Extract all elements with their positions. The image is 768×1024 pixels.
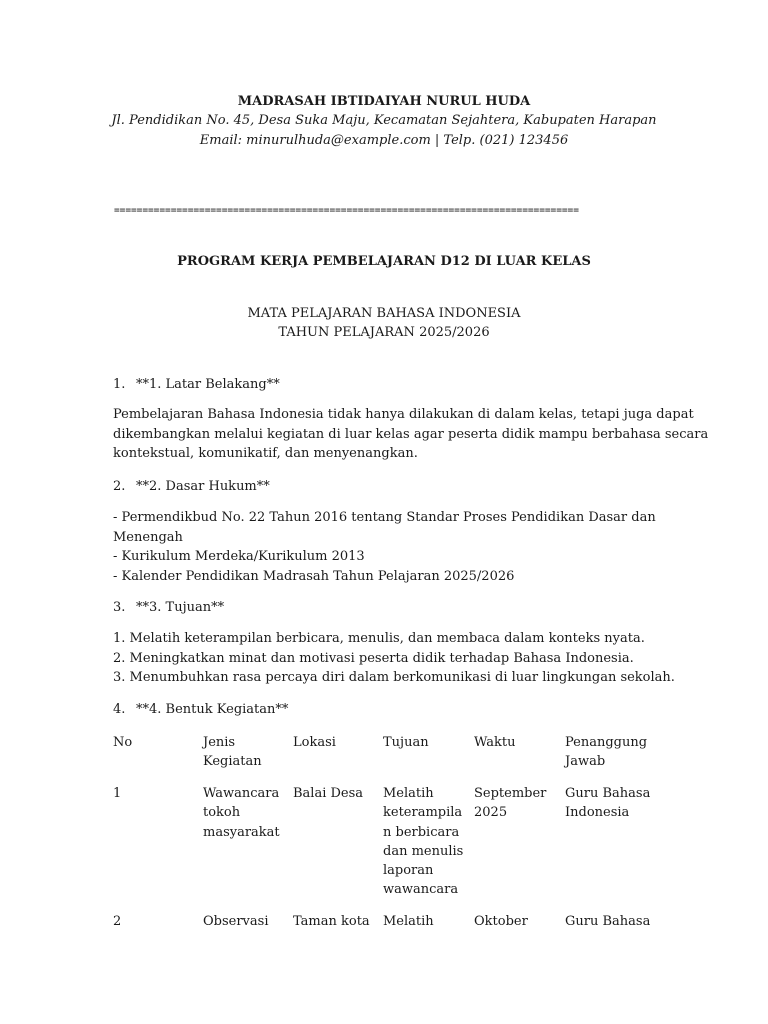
list-item: 1. Melatih keterampilan berbicara, menulis, dan membaca dalam konteks nyata.: [113, 631, 645, 646]
table-cell-tujuan: [383, 784, 467, 900]
list-item: - Kurikulum Merdeka/Kurikulum 2013: [113, 549, 365, 564]
table-cell-waktu: [474, 784, 558, 823]
list-item: 2. Meningkatkan minat dan motivasi peserta didik terhadap Bahasa Indonesia.: [113, 650, 634, 666]
table-cell-jenis-kegiatan: [203, 912, 285, 931]
header-divider: ==================================================================================: [114, 205, 579, 216]
section-body-tujuan: [113, 629, 675, 688]
school-name: MADRASAH IBTIDAIYAH NURUL HUDA: [237, 94, 531, 109]
section-number: 1.: [113, 377, 126, 392]
cell-text: Guru Bahasa: [565, 914, 651, 929]
section-body-dasar-hukum: [113, 508, 658, 586]
table-header-jenis-kegiatan: [203, 733, 285, 772]
cell-text: wawancara: [383, 882, 459, 898]
cell-text: 2025: [474, 805, 508, 821]
cell-text: Melatih: [383, 914, 434, 929]
header-text: Jawab: [565, 754, 606, 770]
table-header-no: [113, 733, 193, 752]
table-header-penanggung-jawab: [565, 733, 655, 772]
table-cell-penanggung-jawab: [565, 912, 655, 931]
cell-text: Melatih: [383, 786, 434, 801]
section-heading-tujuan: [113, 598, 224, 617]
table-header-tujuan: [383, 733, 467, 752]
section-number: 4.: [113, 702, 126, 717]
section-number: 3.: [113, 600, 126, 615]
header-text: No: [113, 735, 133, 750]
subject-title: MATA PELAJARAN BAHASA INDONESIA: [247, 306, 521, 321]
header-text: Kegiatan: [203, 754, 262, 770]
cell-text: n berbicara: [383, 824, 460, 840]
section-number: 2.: [113, 479, 126, 494]
table-header-lokasi: [293, 733, 377, 752]
section-title: **2. Dasar Hukum**: [136, 479, 270, 494]
section-body-latar-belakang: [113, 405, 709, 464]
section-title: **1. Latar Belakang**: [136, 377, 280, 392]
school-contact: Email: minurulhuda@example.com | Telp. (021) 123456: [199, 133, 569, 148]
table-cell-no: [113, 912, 193, 931]
section-heading-latar-belakang: [113, 375, 280, 394]
cell-text: Observasi: [203, 914, 269, 929]
section-heading-bentuk-kegiatan: [113, 700, 288, 719]
header-text: Waktu: [474, 735, 516, 750]
table-cell-lokasi: [293, 912, 377, 931]
cell-text: Oktober: [474, 914, 528, 929]
cell-text: 2: [113, 914, 122, 929]
table-cell-jenis-kegiatan: [203, 784, 285, 842]
document-title: PROGRAM KERJA PEMBELAJARAN D12 DI LUAR KELAS: [177, 254, 591, 269]
academic-year: TAHUN PELAJARAN 2025/2026: [278, 325, 490, 340]
list-item: Menengah: [113, 529, 183, 545]
list-item: - Permendikbud No. 22 Tahun 2016 tentang Standar Proses Pendidikan Dasar dan: [113, 510, 656, 525]
table-cell-no: [113, 784, 193, 803]
school-address: Jl. Pendidikan No. 45, Desa Suka Maju, Kecamatan Sejahtera, Kabupaten Harapan: [111, 113, 657, 128]
cell-text: September: [474, 786, 547, 801]
cell-text: Indonesia: [565, 805, 630, 821]
table-cell-penanggung-jawab: [565, 784, 655, 823]
section-title: **3. Tujuan**: [136, 600, 225, 615]
header-text: Jenis: [203, 735, 236, 750]
cell-text: laporan: [383, 863, 434, 879]
cell-text: Balai Desa: [293, 786, 364, 801]
header-text: Tujuan: [383, 735, 429, 750]
table-header-waktu: [474, 733, 558, 752]
table-cell-waktu: [474, 912, 558, 931]
cell-text: Taman kota: [293, 914, 370, 929]
table-cell-tujuan: [383, 912, 467, 931]
cell-text: Guru Bahasa: [565, 786, 651, 801]
cell-text: 1: [113, 786, 122, 801]
cell-text: Wawancara: [203, 786, 280, 801]
cell-text: dan menulis: [383, 843, 464, 859]
list-item: 3. Menumbuhkan rasa percaya diri dalam berkomunikasi di luar lingkungan sekolah.: [113, 670, 675, 685]
section-heading-dasar-hukum: [113, 477, 270, 496]
cell-text: masyarakat: [203, 824, 280, 840]
table-cell-lokasi: [293, 784, 377, 803]
list-item: - Kalender Pendidikan Madrasah Tahun Pelajaran 2025/2026: [113, 568, 515, 584]
header-text: Lokasi: [293, 735, 336, 750]
section-title: **4. Bentuk Kegiatan**: [136, 702, 289, 717]
cell-text: keterampila: [383, 805, 463, 821]
paragraph-line: kontekstual, komunikatif, dan menyenangkan.: [113, 446, 418, 461]
paragraph-line: dikembangkan melalui kegiatan di luar kelas agar peserta didik mampu berbahasa secara: [113, 426, 709, 442]
cell-text: tokoh: [203, 805, 241, 821]
paragraph-line: Pembelajaran Bahasa Indonesia tidak hanya dilakukan di dalam kelas, tetapi juga dapat: [113, 407, 694, 422]
header-text: Penanggung: [565, 735, 648, 750]
